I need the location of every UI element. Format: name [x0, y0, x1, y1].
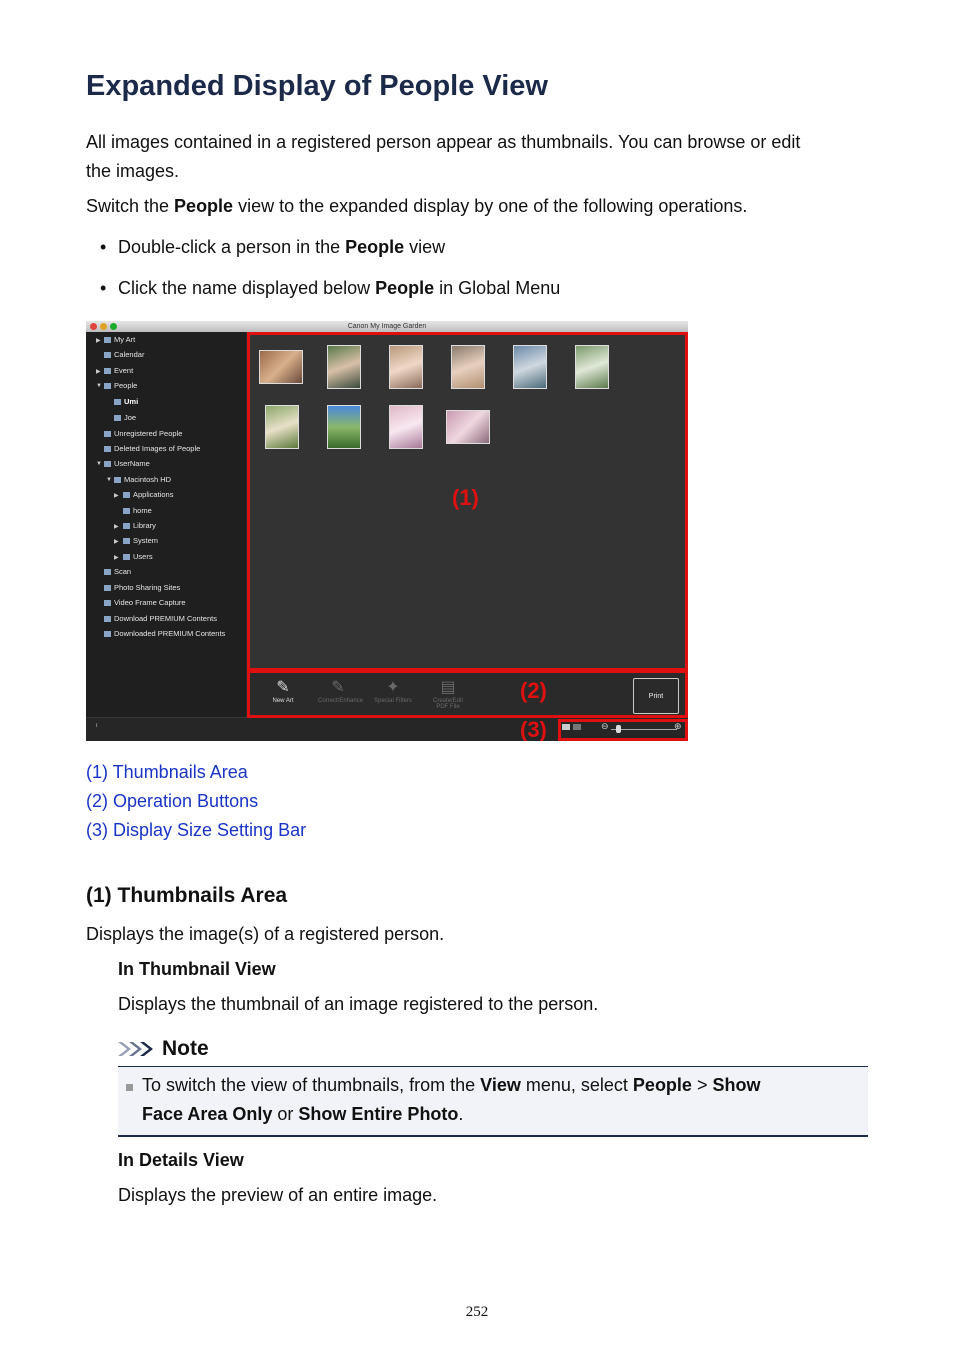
correct-enhance-icon: ✎ [331, 679, 345, 696]
sidebar-item-system: System [123, 536, 158, 546]
bullet-2-pre: Click the name displayed below [118, 278, 376, 298]
thumbnail-view-heading: In Thumbnail View [118, 959, 276, 979]
callout-label-3: (3) [520, 717, 547, 741]
thumbnail-view-description: Displays the thumbnail of an image registered to the person. [118, 994, 599, 1014]
sidebar-item-scan: Scan [104, 567, 131, 577]
note-text: To switch the view of thumbnails, from the View menu, select People > Show Face Area Only or Show Entire Photo. [142, 1075, 761, 1124]
pdf-file-icon: ▤ [440, 679, 456, 696]
callout-label-1: (1) [452, 485, 479, 510]
page-number: 252 [465, 1304, 489, 1320]
bullet-1-post: view [404, 237, 446, 257]
bullet-1-pre: Double-click a person in the [118, 237, 346, 257]
sidebar-item-download-premium: Download PREMIUM Contents [104, 614, 217, 624]
sidebar: ▶ My Art Calendar ▶ Event ▼ People Umi Joe Unregistered People Deleted Images of People ▼ UserName ▼ Macintosh HD ▶ Applications home ▶ Library ▶ System ▶ Users Scan Photo Sharing Sites Video Frame Capture Download PREMIUM Contents Downloaded PREMIUM Contents [86, 332, 246, 717]
window-title: Canon My Image Garden [347, 323, 427, 330]
app-screenshot [86, 321, 688, 741]
zoom-out-icon[interactable]: ⊖ [601, 721, 609, 731]
callout-frame-2 [247, 670, 688, 718]
sidebar-item-my-art: My Art [104, 335, 135, 345]
note-bullet-icon [126, 1084, 133, 1091]
note-arrows-icon [118, 1040, 156, 1058]
bullet-2-post: in Global Menu [434, 278, 561, 298]
bullet-1-bold: People [345, 237, 405, 257]
sidebar-item-downloaded-premium: Downloaded PREMIUM Contents [104, 629, 225, 639]
sidebar-item-username: UserName [104, 459, 150, 469]
switch-text-bold: People [174, 196, 234, 216]
sidebar-item-calendar: Calendar [104, 350, 144, 360]
bullet-2-bold: People [375, 278, 435, 298]
callout-label-2: (2) [520, 678, 547, 703]
window-titlebar [86, 321, 688, 332]
page-title: Expanded Display of People View [86, 70, 548, 102]
sidebar-item-applications: Applications [123, 490, 173, 500]
sidebar-item-deleted: Deleted Images of People [104, 444, 200, 454]
note-box [118, 1066, 868, 1137]
correct-enhance-label: Correct/Enhance [318, 698, 364, 704]
special-filters-label: Special Filters [374, 698, 412, 704]
sidebar-item-event: Event [104, 366, 133, 376]
switch-text-post: view to the expanded display by one of the following operations. [233, 196, 748, 216]
note-header [118, 1035, 209, 1063]
section-title-thumbnails: (1) Thumbnails Area [86, 884, 288, 907]
details-view-heading: In Details View [118, 1150, 244, 1170]
sidebar-item-macintosh-hd: Macintosh HD [114, 475, 171, 485]
new-art-icon: ✎ [276, 679, 290, 696]
intro-line-1: All images contained in a registered person appear as thumbnails. You can browse or edit [86, 132, 801, 152]
switch-paragraph [86, 192, 866, 221]
switch-text-pre: Switch the [86, 196, 175, 216]
link-display-size-bar[interactable]: (3) Display Size Setting Bar [86, 820, 307, 840]
callout-frame-3 [558, 719, 688, 741]
create-edit-pdf-label: Create/Edit PDF File [432, 698, 463, 710]
sidebar-item-video-frame: Video Frame Capture [104, 598, 186, 608]
details-view-description: Displays the preview of an entire image. [118, 1185, 438, 1205]
intro-paragraph [86, 128, 866, 186]
sidebar-item-photo-sharing: Photo Sharing Sites [104, 583, 180, 593]
zoom-in-icon[interactable]: ⊕ [674, 721, 682, 731]
link-operation-buttons[interactable]: (2) Operation Buttons [86, 791, 259, 811]
note-title: Note [162, 1037, 209, 1060]
bullet-item-2: • Click the name displayed below People in Global Menu [100, 278, 561, 298]
special-filters-icon: ✦ [386, 679, 400, 696]
bullet-item-1: • Double-click a person in the People view [100, 237, 446, 257]
new-art-label: New Art [272, 698, 294, 704]
sidebar-item-home: home [123, 506, 152, 516]
sidebar-item-umi: Umi [114, 397, 138, 407]
sidebar-item-people: People [104, 381, 137, 391]
section-description: Displays the image(s) of a registered person. [86, 924, 445, 944]
sidebar-item-joe: Joe [114, 413, 136, 423]
print-button[interactable]: Print [633, 678, 679, 714]
intro-line-2: the images. [86, 161, 180, 181]
sidebar-item-users: Users [123, 552, 153, 562]
info-icon: ⁱ [96, 722, 98, 732]
link-thumbnails-area[interactable]: (1) Thumbnails Area [86, 762, 248, 782]
sidebar-item-library: Library [123, 521, 156, 531]
sidebar-item-unregistered: Unregistered People [104, 429, 182, 439]
